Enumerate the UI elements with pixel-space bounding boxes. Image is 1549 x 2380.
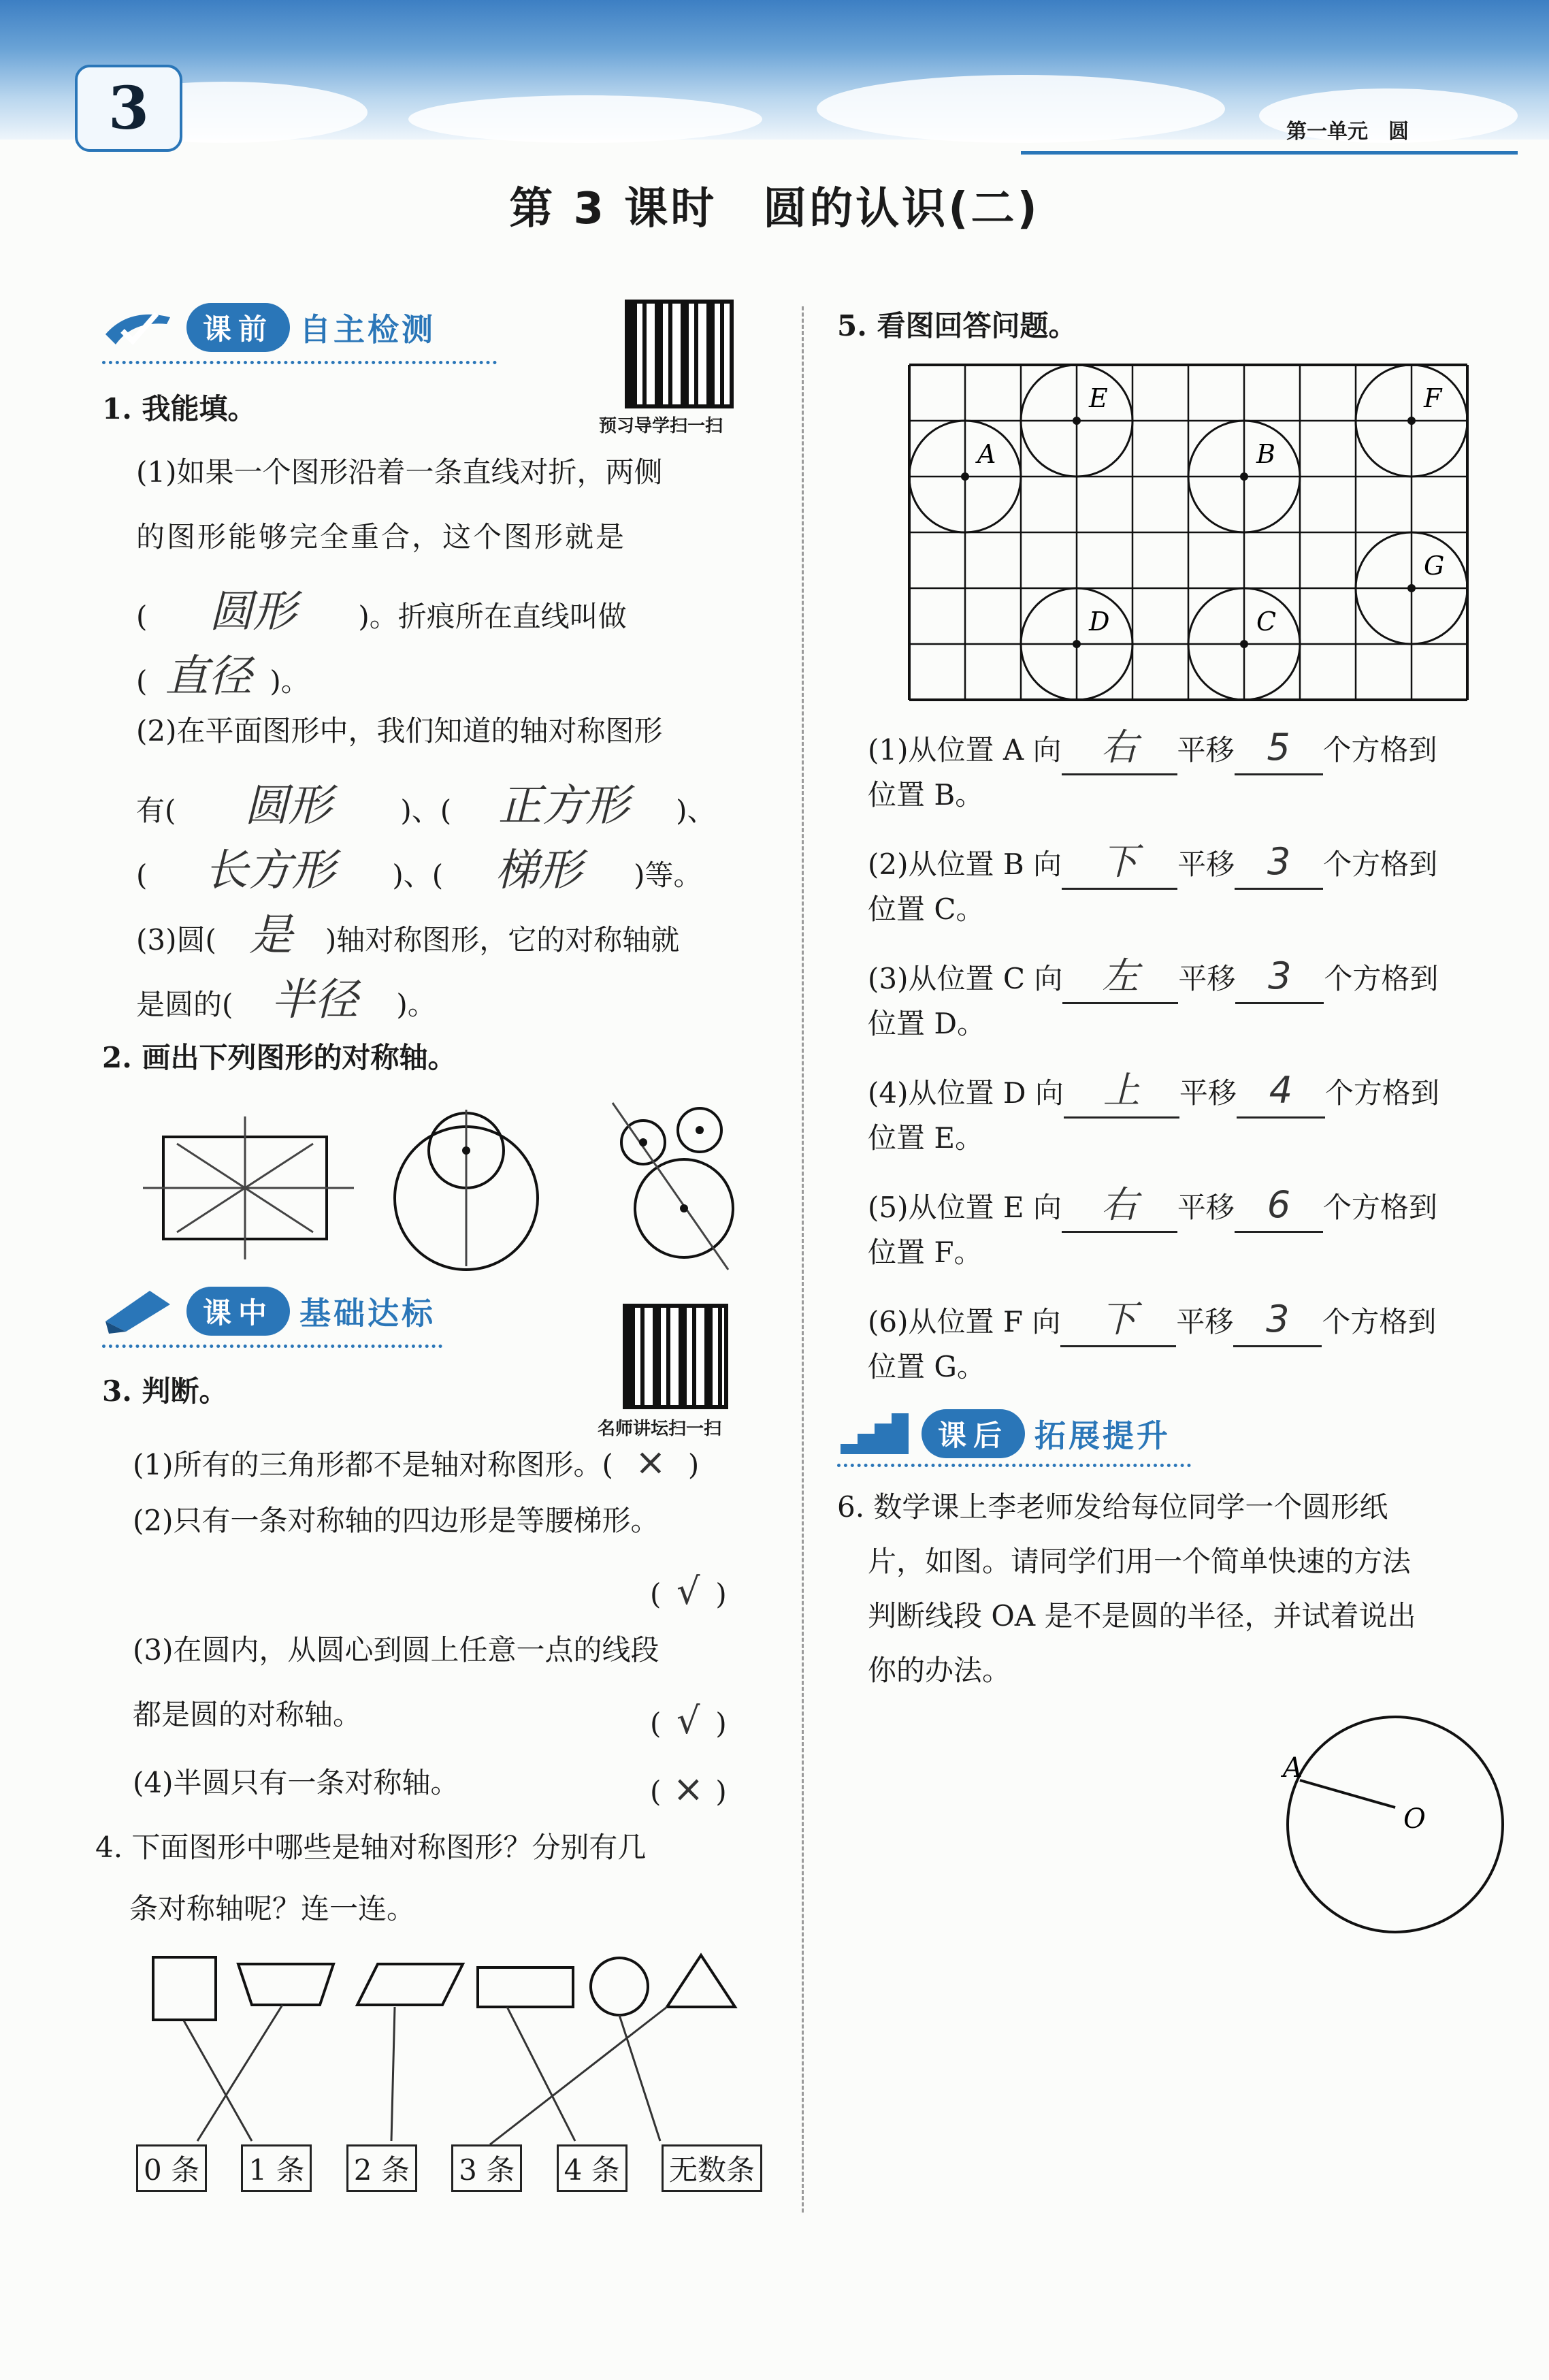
text: 个方格到: [1324, 1076, 1439, 1110]
qr-code-preview[interactable]: [625, 300, 734, 408]
q5-items: [868, 722, 1514, 1408]
handwritten-answer: 长方形: [204, 846, 336, 896]
q4-answer-boxes: [136, 2144, 762, 2192]
circle-center-dot: [961, 472, 969, 481]
answer-box-2: 2 条: [346, 2144, 417, 2192]
q2-title: 2. 画出下列图形的对称轴。: [102, 1041, 457, 1074]
circle-shape: [591, 1958, 648, 2015]
unit-underline: [1021, 151, 1518, 155]
circle-label: A: [977, 439, 996, 469]
section-dots: [837, 1464, 1191, 1467]
unit-label: 第一单元 圆: [1286, 120, 1409, 144]
text: 平移: [1177, 848, 1235, 881]
paren: (: [650, 1775, 662, 1808]
text: (6)从位置 F 向: [868, 1305, 1061, 1338]
q3-item-3b: 都是圆的对称轴。: [133, 1698, 362, 1731]
q4-title-line1: 4. 下面图形中哪些是轴对称图形？分别有几: [95, 1831, 647, 1864]
q2-figures: [136, 1076, 749, 1280]
paren: ): [715, 1707, 727, 1740]
text: 平移: [1177, 733, 1235, 767]
answer-box-4: 4 条: [557, 2144, 627, 2192]
triangle-shape: [667, 1955, 735, 2007]
section-header-post: [837, 1409, 1171, 1458]
segment-oa: [1300, 1780, 1395, 1807]
qr-code-lecture[interactable]: [623, 1304, 728, 1409]
paren: ): [687, 1448, 700, 1481]
paren: (: [136, 664, 148, 698]
q5-item-3: [868, 950, 1514, 1065]
handwritten-mark: ×: [672, 1767, 704, 1810]
text: 位置 F。: [868, 1235, 983, 1269]
answer-box-5: 无数条: [662, 2144, 762, 2192]
text: 个方格到: [1322, 1191, 1437, 1224]
q1-p3-line1: [136, 905, 679, 967]
handwritten-answer: 是: [248, 910, 293, 961]
text: (1)从位置 A 向: [868, 733, 1062, 767]
section-name: 自主检测: [299, 311, 436, 348]
trapezoid-shape: [238, 1964, 333, 2005]
section-name: 拓展提升: [1034, 1417, 1171, 1454]
text: 是圆的(: [136, 988, 233, 1021]
handwritten-mark: √: [676, 1570, 700, 1613]
q1-p1-line4: [136, 647, 310, 708]
answer-box-0: 0 条: [136, 2144, 207, 2192]
handwritten-answer: 圆形: [244, 781, 332, 831]
section-header-mid: [102, 1287, 436, 1336]
text: )、(: [400, 794, 452, 827]
section-pill: 课中: [186, 1287, 290, 1336]
q3-item-2-answer: [650, 1566, 727, 1618]
q4-title-line2: 条对称轴呢？连一连。: [129, 1892, 416, 1925]
circle-label: E: [1089, 383, 1108, 413]
paren: (: [650, 1707, 662, 1740]
handwritten-number: 5: [1235, 722, 1323, 775]
q1-p2-line3: [136, 841, 702, 902]
circle-label: B: [1256, 439, 1275, 469]
paren: ): [715, 1775, 727, 1808]
circle-label: C: [1256, 607, 1277, 637]
rectangle-shape: [478, 1967, 573, 2007]
q6-line1: 6. 数学课上李老师发给每位同学一个圆形纸: [837, 1490, 1388, 1524]
q3-item-1: [133, 1436, 699, 1488]
paren: (: [136, 600, 148, 633]
q6-line4: 你的办法。: [868, 1654, 1011, 1687]
handwritten-mark: ×: [635, 1441, 666, 1483]
q1-p3-line2: [136, 970, 436, 1031]
circle-label: F: [1424, 383, 1442, 413]
circle-center-dot: [1240, 640, 1248, 648]
handwritten-answer: 圆形: [209, 587, 297, 637]
paren: (: [650, 1577, 662, 1611]
q1-p1-line3: [136, 582, 627, 643]
section-dots: [102, 361, 497, 364]
handwritten-direction: 上: [1064, 1065, 1179, 1119]
q5-title: 5. 看图回答问题。: [837, 309, 1077, 342]
qr-caption: 预习导学扫一扫: [599, 416, 723, 436]
section-dots: [102, 1345, 442, 1348]
answer-box-1: 1 条: [241, 2144, 312, 2192]
section-header-pre: [102, 303, 436, 352]
q5-item-5: [868, 1179, 1514, 1293]
text: 平移: [1179, 1076, 1237, 1110]
section-pill: 课前: [186, 303, 290, 352]
handwritten-number: 3: [1233, 1293, 1322, 1347]
q1-title: 1. 我能填。: [102, 392, 257, 425]
text: )。: [396, 988, 436, 1021]
text: 平移: [1178, 962, 1236, 995]
q6-line3: 判断线段 OA 是不是圆的半径，并试着说出: [868, 1599, 1416, 1633]
handwritten-number: 3: [1235, 950, 1324, 1004]
q3-item-2: (2)只有一条对称轴的四边形是等腰梯形。: [133, 1504, 659, 1537]
handwritten-direction: 右: [1062, 722, 1177, 775]
parallelogram-shape: [357, 1964, 463, 2005]
text: )等。: [634, 858, 702, 892]
q5-grid-figure: [905, 361, 1477, 708]
q1-p2-line2: [136, 776, 716, 837]
text: )轴对称图形，它的对称轴就: [325, 923, 680, 956]
circle-label: D: [1089, 607, 1110, 637]
text: 位置 E。: [868, 1121, 984, 1155]
section-pill: 课后: [922, 1409, 1025, 1458]
column-divider: [802, 306, 804, 2213]
circle-center-dot: [1407, 584, 1416, 592]
q3-item-4: (4)半圆只有一条对称轴。: [133, 1766, 459, 1799]
q3-title: 3. 判断。: [102, 1374, 228, 1408]
page-number: 3: [75, 65, 182, 152]
q5-item-1: [868, 722, 1514, 836]
handwritten-mark: √: [676, 1699, 700, 1742]
text: (2)从位置 B 向: [868, 848, 1062, 881]
text: 位置 C。: [868, 892, 985, 926]
text: 个方格到: [1322, 733, 1437, 767]
point-a-label: A: [1283, 1752, 1303, 1784]
qr-caption: 名师讲坛扫一扫: [598, 1419, 722, 1439]
q5-item-4: [868, 1065, 1514, 1179]
circle-center-dot: [1073, 417, 1081, 425]
text: 位置 G。: [868, 1349, 985, 1383]
handwritten-number: 4: [1237, 1065, 1325, 1119]
text: (4)从位置 D 向: [868, 1076, 1064, 1110]
text: )、: [676, 794, 716, 827]
circle-label: G: [1424, 551, 1445, 581]
text: 平移: [1176, 1305, 1234, 1338]
text: 个方格到: [1323, 848, 1438, 881]
circle-center-dot: [1240, 472, 1248, 481]
q1-p2-line1: (2)在平面图形中，我们知道的轴对称图形: [136, 714, 663, 747]
q3-item-3-answer: [650, 1695, 727, 1747]
text: 平移: [1177, 1191, 1235, 1224]
text: (: [136, 858, 148, 892]
handwritten-direction: 下: [1060, 1293, 1176, 1347]
q4-shapes: [136, 1940, 762, 2178]
handwritten-direction: 右: [1062, 1179, 1177, 1233]
circle-center-dot: [1073, 640, 1081, 648]
handwritten-answer: 半径: [271, 975, 359, 1025]
text: 个方格到: [1324, 962, 1439, 995]
handwritten-number: 3: [1235, 836, 1323, 890]
text: )、(: [392, 858, 444, 892]
point-o-label: O: [1403, 1803, 1426, 1835]
text: (3)圆(: [136, 923, 216, 956]
handwritten-direction: 左: [1062, 950, 1178, 1004]
pencil-icon: [102, 1287, 177, 1335]
square-shape: [153, 1957, 216, 2020]
section-name: 基础达标: [299, 1295, 436, 1332]
q3-item-3: (3)在圆内，从圆心到圆上任意一点的线段: [133, 1633, 659, 1667]
q6-circle-figure: [1259, 1702, 1518, 1947]
paper-circle: [1288, 1717, 1503, 1932]
q1-p1-line1: (1)如果一个图形沿着一条直线对折，两侧: [136, 455, 663, 489]
handwritten-number: 6: [1235, 1179, 1323, 1233]
handwritten-direction: 下: [1062, 836, 1177, 890]
text: )。: [270, 664, 310, 698]
handwritten-answer: 直径: [165, 652, 252, 702]
q1-p1-line2: 的图形能够完全重合，这个图形就是: [136, 520, 627, 553]
text: (5)从位置 E 向: [868, 1191, 1062, 1224]
handwritten-answer: 正方形: [498, 781, 630, 831]
stairs-icon: [837, 1410, 912, 1458]
text: (1)所有的三角形都不是轴对称图形。(: [133, 1448, 613, 1481]
circle-center-dot: [1407, 417, 1416, 425]
text: 有(: [136, 794, 176, 827]
text: (3)从位置 C 向: [868, 962, 1063, 995]
q6-line2: 片，如图。请同学们用一个简单快速的方法: [868, 1545, 1412, 1578]
text: 位置 D。: [868, 1006, 986, 1040]
matching-lines: [184, 2005, 667, 2144]
answer-box-3: 3 条: [451, 2144, 522, 2192]
q3-item-4-answer: [650, 1763, 727, 1815]
text: )。折痕所在直线叫做: [358, 600, 627, 633]
paren: ): [715, 1577, 727, 1611]
handwritten-answer: 梯形: [495, 846, 583, 896]
lesson-title: 第 3 课时 圆的认识(二): [509, 184, 1040, 234]
q5-item-2: [868, 836, 1514, 950]
q5-item-6: [868, 1293, 1514, 1408]
text: 个方格到: [1322, 1305, 1437, 1338]
text: 位置 B。: [868, 777, 984, 811]
check-icon: [102, 304, 177, 351]
